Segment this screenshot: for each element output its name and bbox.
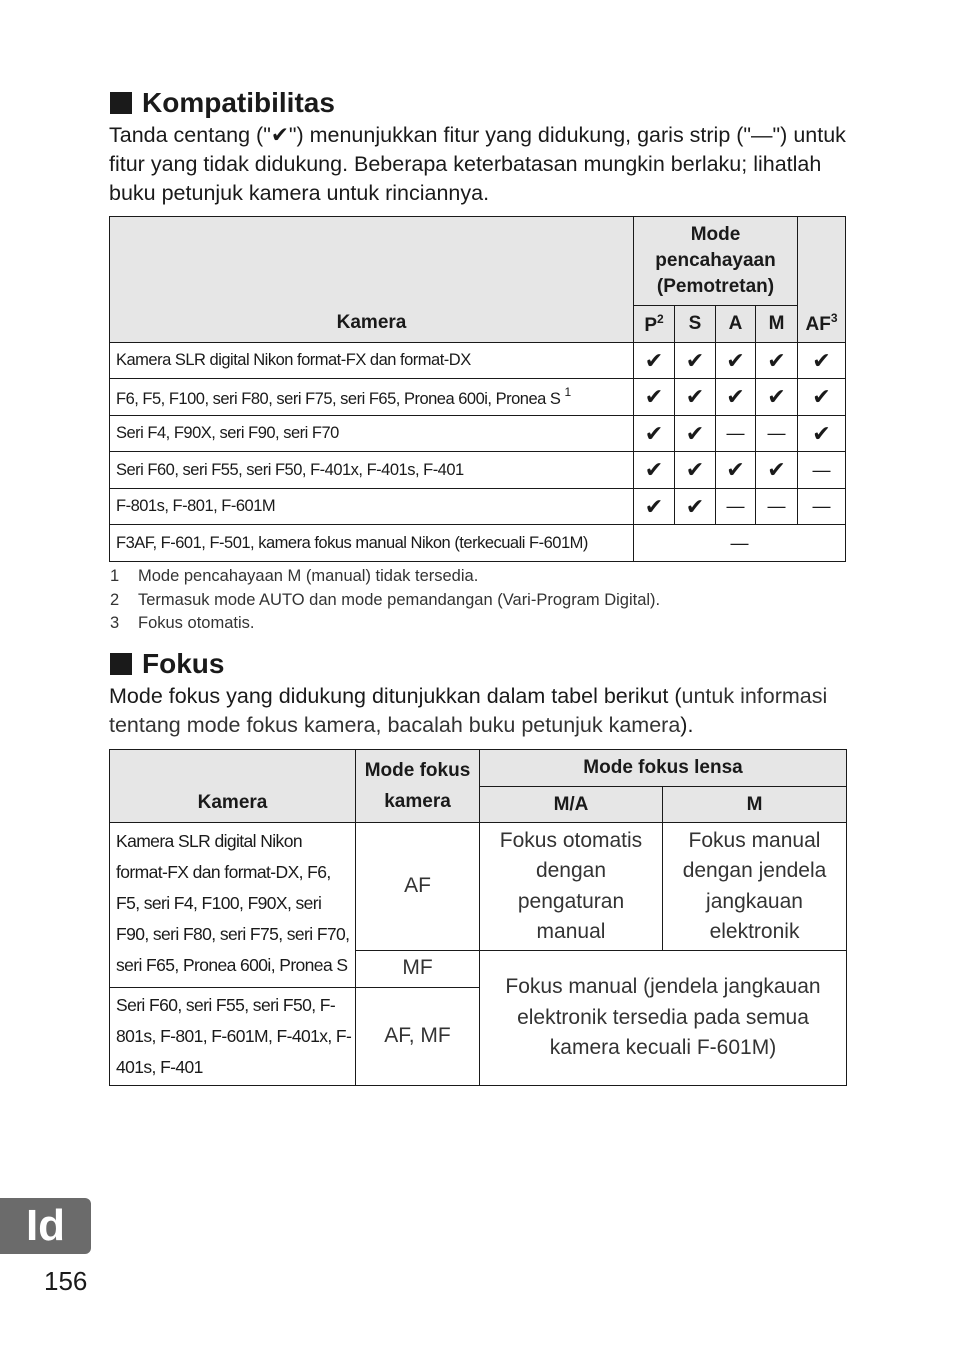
compat-header-s: S bbox=[675, 306, 716, 343]
dash-cell: — bbox=[716, 416, 756, 452]
table-row bbox=[110, 823, 847, 951]
check-cell: ✔ bbox=[634, 343, 675, 379]
check-cell: ✔ bbox=[634, 416, 675, 452]
language-tab: Id bbox=[0, 1198, 91, 1254]
footnote: 2 Termasuk mode AUTO dan mode pemandangan (Vari-Program Digital). bbox=[110, 590, 661, 609]
check-cell: ✔ bbox=[675, 452, 716, 489]
compat-header-a: A bbox=[716, 306, 756, 343]
square-bullet-icon bbox=[110, 653, 132, 675]
compat-header-af: $AF^3$ bbox=[798, 217, 846, 343]
compat-intro: Tanda centang ("✔") menunjukkan fitur yang didukung, garis strip ("—") untuk fitur yang tidak didukung. Beberapa keterbatasan mungkin berlaku; lihatlah buku petunjuk kamera untuk rinciannya. bbox=[109, 123, 846, 205]
compat-header-p: $P^2$ bbox=[634, 306, 675, 343]
check-cell: ✔ bbox=[716, 379, 756, 416]
check-cell: ✔ bbox=[798, 416, 846, 452]
dash-cell: — bbox=[634, 525, 846, 562]
table-row bbox=[110, 416, 846, 452]
square-bullet-icon bbox=[110, 92, 132, 114]
af-m-cell: Fokus manual dengan jendela jangkauan elektronik bbox=[663, 823, 847, 951]
check-cell: ✔ bbox=[675, 343, 716, 379]
dash-cell: — bbox=[756, 416, 798, 452]
camera-cell: Seri F4, F90X, seri F90, seri F70 bbox=[110, 416, 634, 452]
check-cell: ✔ bbox=[675, 416, 716, 452]
table-row bbox=[110, 489, 846, 525]
focus-header-m: M bbox=[663, 787, 847, 823]
camera-cell: F6, F5, F100, seri F80, seri F75, seri F65, Pronea 600i, Pronea S $^1$ bbox=[110, 379, 634, 416]
check-cell: ✔ bbox=[716, 343, 756, 379]
mode-mf-cell: MF bbox=[356, 951, 480, 988]
footnote: 3 Fokus otomatis. bbox=[110, 614, 255, 632]
camera-cell: Kamera SLR digital Nikon format-FX dan format-DX, F6, F5, seri F4, F100, F90X, seri F90, seri F80, seri F75, seri F70, seri F65, Pronea 600i, Pronea S bbox=[110, 823, 356, 988]
focus-header-camera: Kamera bbox=[110, 750, 356, 823]
check-cell: ✔ bbox=[675, 489, 716, 525]
focus-heading bbox=[110, 650, 224, 678]
check-cell: ✔ bbox=[756, 343, 798, 379]
table-row bbox=[110, 525, 846, 562]
table-row bbox=[110, 379, 846, 416]
focus-header-lens-mode: Mode fokus lensa bbox=[480, 750, 847, 787]
focus-header-camera-mode: Mode fokus kamera bbox=[356, 750, 480, 823]
manual-focus-cell: Fokus manual (jendela jangkauan elektronik tersedia pada semua kamera kecuali F-601M) bbox=[480, 951, 847, 1086]
check-cell: ✔ bbox=[716, 452, 756, 489]
mode-afmf-cell: AF, MF bbox=[356, 988, 480, 1086]
compat-heading bbox=[110, 89, 335, 117]
check-cell: ✔ bbox=[798, 343, 846, 379]
compat-header-m: M bbox=[756, 306, 798, 343]
dash-cell: — bbox=[756, 489, 798, 525]
camera-cell: F-801s, F-801, F-601M bbox=[110, 489, 634, 525]
page-number: 156 bbox=[44, 1266, 88, 1296]
compat-table bbox=[109, 216, 846, 562]
footnotes bbox=[110, 565, 660, 636]
footnote: 1 Mode pencahayaan M (manual) tidak tersedia. bbox=[110, 567, 479, 585]
check-cell: ✔ bbox=[634, 489, 675, 525]
af-ma-cell: Fokus otomatis dengan pengaturan manual bbox=[480, 823, 663, 951]
check-cell: ✔ bbox=[798, 379, 846, 416]
dash-cell: — bbox=[798, 489, 846, 525]
camera-cell: F3AF, F-601, F-501, kamera fokus manual Nikon (terkecuali F-601M) bbox=[110, 525, 634, 562]
compat-header-mode: Mode pencahayaan (Pemotretan) bbox=[634, 217, 798, 306]
check-cell: ✔ bbox=[675, 379, 716, 416]
focus-header-ma: M/A bbox=[480, 787, 663, 823]
dash-cell: — bbox=[716, 489, 756, 525]
compat-header-camera: Kamera bbox=[110, 217, 634, 343]
compat-title: Kompatibilitas bbox=[142, 87, 335, 118]
dash-cell: — bbox=[798, 452, 846, 489]
camera-cell: Seri F60, seri F55, seri F50, F-401x, F-401s, F-401 bbox=[110, 452, 634, 489]
focus-intro: Mode fokus yang didukung ditunjukkan dalam tabel berikut (untuk informasi tentang mode fokus kamera, bacalah buku petunjuk kamera). bbox=[109, 684, 828, 737]
table-row bbox=[110, 452, 846, 489]
table-row bbox=[110, 343, 846, 379]
check-cell: ✔ bbox=[634, 452, 675, 489]
camera-cell: Kamera SLR digital Nikon format-FX dan format-DX bbox=[110, 343, 634, 379]
focus-title: Fokus bbox=[142, 648, 225, 679]
camera-cell: Seri F60, seri F55, seri F50, F-801s, F-801, F-601M, F-401x, F-401s, F-401 bbox=[110, 988, 356, 1086]
check-cell: ✔ bbox=[756, 379, 798, 416]
mode-af-cell: AF bbox=[356, 823, 480, 951]
check-cell: ✔ bbox=[634, 379, 675, 416]
check-cell: ✔ bbox=[756, 452, 798, 489]
focus-table bbox=[109, 749, 847, 1086]
